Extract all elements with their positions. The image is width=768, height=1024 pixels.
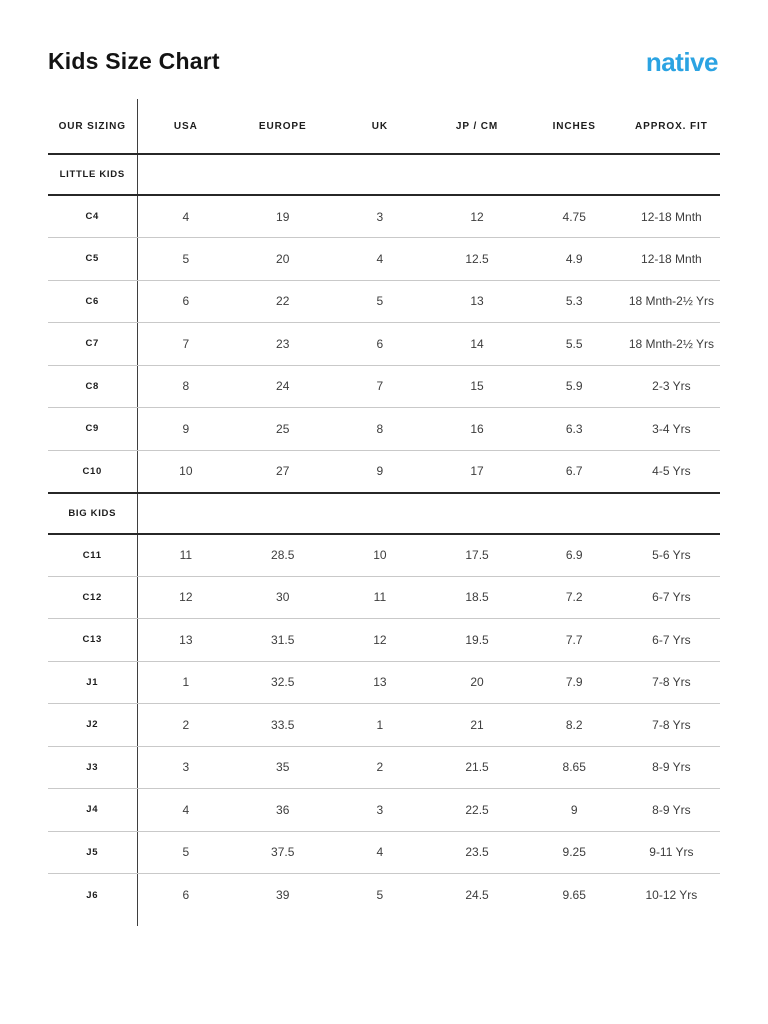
size-value: 2 <box>137 704 234 747</box>
size-value: 8-9 Yrs <box>623 746 720 789</box>
table-row <box>48 323 720 366</box>
size-value: 7 <box>331 365 428 408</box>
column-divider-extension <box>137 914 139 926</box>
size-value: 10 <box>137 450 234 493</box>
size-value: 5-6 Yrs <box>623 534 720 577</box>
size-value: 6-7 Yrs <box>623 619 720 662</box>
size-value: 12.5 <box>428 238 525 281</box>
section-label: LITTLE KIDS <box>48 154 137 195</box>
size-value: 7-8 Yrs <box>623 704 720 747</box>
size-value: 4 <box>137 195 234 238</box>
size-label: J1 <box>48 661 137 704</box>
column-header-jp-cm: JP / CM <box>428 99 525 154</box>
table-row <box>48 704 720 747</box>
size-label: J4 <box>48 789 137 832</box>
size-label: C5 <box>48 238 137 281</box>
size-value: 18.5 <box>428 576 525 619</box>
size-label: C9 <box>48 408 137 451</box>
size-value: 23.5 <box>428 831 525 874</box>
size-value: 18 Mnth-2½ Yrs <box>623 323 720 366</box>
size-value: 9 <box>331 450 428 493</box>
size-label: J3 <box>48 746 137 789</box>
size-value: 12 <box>137 576 234 619</box>
size-value: 4.75 <box>526 195 623 238</box>
size-value: 5 <box>137 831 234 874</box>
size-value: 19.5 <box>428 619 525 662</box>
table-row <box>48 789 720 832</box>
size-value: 2-3 Yrs <box>623 365 720 408</box>
size-value: 5 <box>137 238 234 281</box>
size-value: 24.5 <box>465 888 489 902</box>
size-value: 6 <box>331 323 428 366</box>
size-value: 9 <box>137 408 234 451</box>
size-value: 1 <box>137 661 234 704</box>
size-value: 2 <box>331 746 428 789</box>
column-header-our-sizing: OUR SIZING <box>48 99 137 154</box>
size-value: 3 <box>137 746 234 789</box>
section-row-spacer <box>137 154 720 195</box>
table-row <box>48 534 720 577</box>
size-value: 7-8 Yrs <box>623 661 720 704</box>
table-row <box>48 746 720 789</box>
size-value: 21 <box>428 704 525 747</box>
size-value: 4 <box>331 238 428 281</box>
size-value: 12 <box>331 619 428 662</box>
size-value: 11 <box>137 534 234 577</box>
size-label: C7 <box>48 323 137 366</box>
size-value: 11 <box>331 576 428 619</box>
size-label: C4 <box>48 195 137 238</box>
section-row-spacer <box>137 493 720 534</box>
table-row <box>48 874 720 917</box>
size-value: 4 <box>137 789 234 832</box>
size-label: J5 <box>48 831 137 874</box>
column-header-europe: EUROPE <box>234 99 331 154</box>
size-label: C8 <box>48 365 137 408</box>
size-value: 16 <box>428 408 525 451</box>
size-label: C10 <box>48 450 137 493</box>
size-value: 28.5 <box>234 534 331 577</box>
size-label: C12 <box>48 576 137 619</box>
size-value: 6.9 <box>526 534 623 577</box>
table-row <box>48 661 720 704</box>
size-value: 10 <box>331 534 428 577</box>
table-row <box>48 576 720 619</box>
size-value: 10-12 Yrs <box>645 888 698 902</box>
size-value: 22 <box>234 280 331 323</box>
size-value: 1 <box>331 704 428 747</box>
table-row <box>48 408 720 451</box>
size-value: 4.9 <box>526 238 623 281</box>
column-header-usa: USA <box>137 99 234 154</box>
size-label: J6 <box>48 874 137 917</box>
size-value: 4 <box>331 831 428 874</box>
size-value: 3 <box>331 195 428 238</box>
size-value: 12-18 Mnth <box>623 195 720 238</box>
size-value: 18 Mnth-2½ Yrs <box>623 280 720 323</box>
section-row-little-kids <box>48 154 720 195</box>
size-value: 7.9 <box>526 661 623 704</box>
size-label: C11 <box>48 534 137 577</box>
size-value: 7 <box>137 323 234 366</box>
size-value: 7.2 <box>526 576 623 619</box>
size-value: 6 <box>137 280 234 323</box>
column-header-approx-fit: APPROX. FIT <box>623 99 720 154</box>
size-value: 30 <box>234 576 331 619</box>
size-value: 14 <box>428 323 525 366</box>
size-chart-table <box>48 99 720 916</box>
section-label: BIG KIDS <box>48 493 137 534</box>
size-value: 3 <box>331 789 428 832</box>
size-value: 13 <box>428 280 525 323</box>
table-row <box>48 365 720 408</box>
size-value: 13 <box>137 619 234 662</box>
size-value: 8.65 <box>526 746 623 789</box>
size-value: 8.2 <box>526 704 623 747</box>
size-value: 25 <box>234 408 331 451</box>
size-value: 32.5 <box>234 661 331 704</box>
size-value: 8 <box>331 408 428 451</box>
size-value: 15 <box>428 365 525 408</box>
size-value: 8-9 Yrs <box>623 789 720 832</box>
column-header-inches: INCHES <box>526 99 623 154</box>
size-value: 7.7 <box>526 619 623 662</box>
size-value: 5.9 <box>526 365 623 408</box>
size-value: 9-11 Yrs <box>623 831 720 874</box>
size-value: 5 <box>331 280 428 323</box>
size-value: 9.25 <box>526 831 623 874</box>
size-value: 6.3 <box>526 408 623 451</box>
size-value: 36 <box>234 789 331 832</box>
size-value: 27 <box>234 450 331 493</box>
size-value: 22.5 <box>428 789 525 832</box>
table-row <box>48 450 720 493</box>
table-row <box>48 195 720 238</box>
size-value: 17 <box>428 450 525 493</box>
page-title: Kids Size Chart <box>48 48 220 74</box>
size-value: 19 <box>234 195 331 238</box>
size-value: 12 <box>428 195 525 238</box>
size-value: 3-4 Yrs <box>623 408 720 451</box>
size-value: 23 <box>234 323 331 366</box>
size-value: 5.5 <box>526 323 623 366</box>
size-label: J2 <box>48 704 137 747</box>
size-value: 6 <box>182 888 190 902</box>
size-value: 17.5 <box>428 534 525 577</box>
size-value: 33.5 <box>234 704 331 747</box>
size-value: 37.5 <box>234 831 331 874</box>
size-value: 21.5 <box>428 746 525 789</box>
size-label: C13 <box>48 619 137 662</box>
table-row <box>48 238 720 281</box>
size-value: 9.65 <box>562 888 586 902</box>
size-label: C6 <box>48 280 137 323</box>
table-row <box>48 280 720 323</box>
size-value: 20 <box>234 238 331 281</box>
size-value: 24 <box>234 365 331 408</box>
size-value: 13 <box>331 661 428 704</box>
table-row <box>48 831 720 874</box>
size-value: 31.5 <box>234 619 331 662</box>
size-value: 39 <box>276 888 290 902</box>
size-value: 35 <box>234 746 331 789</box>
size-value: 6.7 <box>526 450 623 493</box>
column-header-uk: UK <box>331 99 428 154</box>
page-header <box>0 0 768 75</box>
size-value: 12-18 Mnth <box>623 238 720 281</box>
size-value: 9 <box>526 789 623 832</box>
size-value: 4-5 Yrs <box>623 450 720 493</box>
section-row-big-kids <box>48 493 720 534</box>
table-row <box>48 619 720 662</box>
size-value: 5.3 <box>526 280 623 323</box>
native-logo: native <box>645 46 718 77</box>
size-value: 6-7 Yrs <box>623 576 720 619</box>
size-value: 5 <box>376 888 384 902</box>
size-value: 8 <box>137 365 234 408</box>
header-row <box>48 99 720 154</box>
size-value: 20 <box>428 661 525 704</box>
